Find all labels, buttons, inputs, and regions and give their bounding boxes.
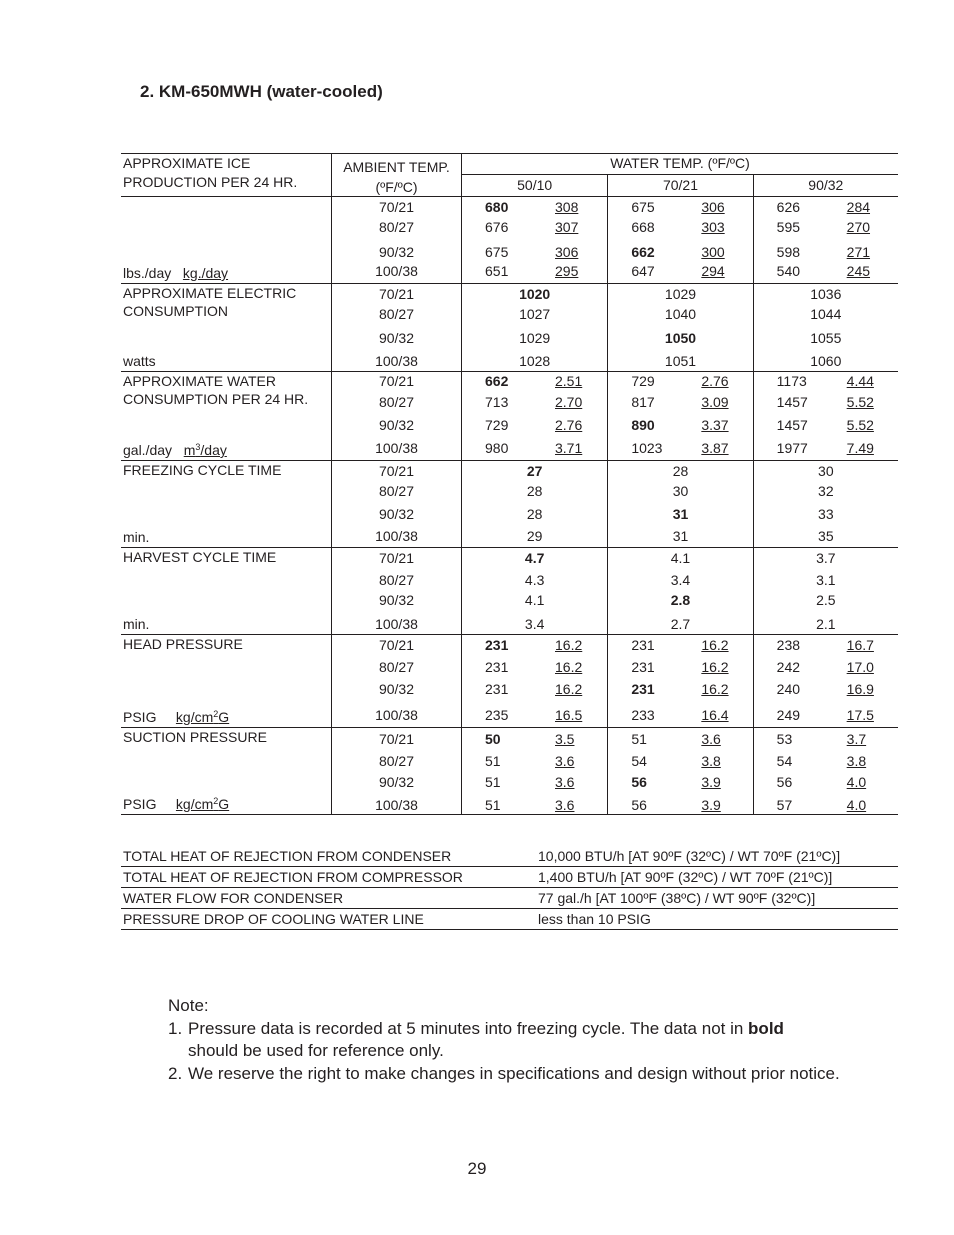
unit-text: gal./day	[123, 442, 173, 458]
spec-table	[121, 153, 898, 815]
value: 4.1	[670, 550, 691, 566]
unit-superscript: 2	[213, 796, 219, 806]
value-metric: 3.8	[846, 753, 867, 769]
value-english: 1023	[631, 440, 663, 456]
ambient-temp: 70/21	[378, 637, 415, 653]
freezing-values	[462, 461, 898, 547]
value-metric: 3.8	[701, 753, 721, 769]
harvest-water-col-0	[462, 548, 607, 634]
value-english: 890	[631, 417, 655, 433]
value: 3.4	[670, 572, 691, 588]
freezing-water-col-1	[607, 461, 752, 547]
ice-label-line2: PRODUCTION PER 24 HR.	[123, 174, 298, 190]
ambient-temp: 100/38	[375, 528, 418, 544]
ref-row	[121, 846, 898, 867]
water-section	[121, 372, 898, 461]
suction-values	[462, 728, 898, 814]
value-english: 676	[485, 219, 509, 235]
ambient-temp: 70/21	[378, 731, 415, 747]
note-2	[168, 1063, 868, 1086]
value-metric: 2.51	[555, 373, 583, 389]
freezing-label	[121, 461, 331, 547]
value-metric: 3.6	[555, 774, 575, 790]
suction-ambient-col	[331, 728, 462, 814]
head-section	[121, 635, 898, 728]
electric-label-line2: CONSUMPTION	[123, 303, 228, 319]
water-col-90: 90/32	[753, 175, 898, 196]
harvest-water-col-2	[753, 548, 898, 634]
page-number: 29	[467, 1159, 487, 1178]
value-metric: 2.76	[701, 373, 729, 389]
water-water-col-2	[753, 372, 898, 460]
water-temp-title: WATER TEMP. (ºF/ºC)	[462, 154, 898, 175]
value-metric: 5.52	[846, 417, 874, 433]
ambient-temp: 80/27	[378, 306, 415, 322]
value-english: 1457	[776, 417, 808, 433]
ambient-temp: 80/27	[378, 483, 415, 499]
value-metric: 16.7	[846, 637, 874, 653]
value-metric: 16.9	[846, 681, 874, 697]
value-english: 231	[631, 681, 655, 697]
ref-row	[121, 909, 898, 930]
value-english: 675	[485, 244, 509, 260]
water-temp-header	[462, 154, 898, 196]
ice-water-col-0	[462, 197, 607, 283]
unit-superscript: 2	[213, 709, 219, 719]
value-english: 729	[631, 373, 655, 389]
value: 3.1	[816, 572, 836, 588]
ambient-temp: 90/32	[378, 330, 415, 346]
electric-label	[121, 284, 331, 371]
ref-key: WATER FLOW FOR CONDENSER	[123, 890, 344, 906]
note-1-bold-word: bold	[748, 1018, 784, 1038]
value-metric: 16.2	[701, 681, 729, 697]
electric-values	[462, 284, 898, 371]
ambient-temp: 70/21	[378, 550, 415, 566]
unit-metric	[176, 709, 229, 725]
electric-water-col-1	[607, 284, 752, 371]
water-col-50: 50/10	[517, 177, 553, 193]
unit-text: min.	[123, 529, 150, 545]
water-label-line1: APPROXIMATE WATER	[123, 373, 276, 389]
value: 1028	[519, 353, 551, 369]
value-english: 729	[485, 417, 509, 433]
value-english: 540	[776, 263, 801, 279]
suction-section	[121, 728, 898, 815]
value-metric: 4.44	[846, 373, 874, 389]
value-english: 51	[631, 731, 647, 747]
ambient-temp: 80/27	[378, 219, 415, 235]
unit-metric-tail: G	[218, 709, 230, 725]
value-english: 231	[485, 681, 509, 697]
value-metric: 3.9	[701, 774, 721, 790]
head-label	[121, 635, 331, 727]
value-metric: 306	[555, 244, 579, 260]
note-1	[168, 1018, 868, 1063]
head-values	[462, 635, 898, 727]
note-2-number: 2.	[168, 1063, 183, 1083]
unit-metric	[184, 442, 227, 458]
ref-key: TOTAL HEAT OF REJECTION FROM CONDENSER	[123, 848, 452, 864]
suction-unit	[123, 795, 229, 813]
ambient-temp: 100/38	[375, 707, 418, 723]
unit-metric-tail: /day	[200, 442, 227, 458]
suction-label	[121, 728, 331, 814]
value-english: 54	[776, 753, 793, 769]
unit-metric-base: m	[183, 442, 196, 458]
value: 35	[818, 528, 834, 544]
electric-unit	[123, 352, 156, 370]
value: 29	[526, 528, 543, 544]
harvest-ambient-col	[331, 548, 462, 634]
unit-text: watts	[123, 353, 156, 369]
ambient-temp: 90/32	[378, 417, 415, 433]
value-english: 1457	[776, 394, 808, 410]
head-water-col-1	[607, 635, 752, 727]
value-metric: 3.09	[701, 394, 729, 410]
value-english: 231	[485, 637, 509, 653]
electric-section	[121, 284, 898, 372]
unit-text: lbs./day	[123, 265, 172, 281]
electric-label-line1: APPROXIMATE ELECTRIC	[123, 285, 297, 301]
ref-value: 10,000 BTU/h [AT 90ºF (32ºC) / WT 70ºF (21ºC)]	[538, 848, 841, 864]
value: 4.1	[524, 592, 545, 608]
value: 28	[526, 483, 543, 499]
ambient-temp: 100/38	[375, 353, 418, 369]
water-temp-columns	[462, 175, 898, 196]
note-1-text	[188, 1018, 784, 1063]
value: 33	[818, 506, 834, 522]
ice-water-col-2	[753, 197, 898, 283]
value-metric: 3.5	[555, 731, 575, 747]
water-label	[121, 372, 331, 460]
water-unit	[123, 441, 227, 459]
electric-water-col-2	[753, 284, 898, 371]
value: 1029	[664, 286, 697, 302]
unit-metric: kg./day	[182, 265, 229, 281]
note-1-number: 1.	[168, 1018, 183, 1038]
value: 1044	[810, 306, 842, 322]
value-metric: 16.2	[555, 637, 583, 653]
head-ambient-col	[331, 635, 462, 727]
value-english: 56	[776, 774, 793, 790]
suction-label-line1: SUCTION PRESSURE	[123, 729, 267, 745]
head-water-col-2	[753, 635, 898, 727]
value-english: 1173	[776, 373, 807, 389]
value: 1040	[664, 306, 697, 322]
value-metric: 2.76	[555, 417, 583, 433]
value-english: 54	[631, 753, 647, 769]
value: 1060	[810, 353, 842, 369]
value: 31	[672, 528, 689, 544]
value-metric: 16.4	[701, 707, 729, 723]
value-english: 51	[485, 753, 501, 769]
ice-label	[121, 197, 331, 283]
section-heading: 2. KM-650MWH (water-cooled)	[140, 82, 383, 101]
value-metric: 3.6	[555, 797, 575, 813]
value-english: 647	[631, 263, 655, 279]
unit-metric-base: kg/cm	[175, 796, 214, 812]
value: 1027	[519, 306, 551, 322]
value-english: 651	[485, 263, 509, 279]
value-metric: 4.0	[846, 774, 867, 790]
ref-value: less than 10 PSIG	[538, 911, 651, 927]
value: 3.4	[524, 616, 545, 632]
value-metric: 3.87	[701, 440, 729, 456]
unit-metric-base: kg/cm	[175, 709, 214, 725]
value-english: 231	[631, 659, 655, 675]
water-col-70: 70/21	[607, 175, 752, 196]
ice-unit	[123, 264, 228, 282]
unit-text: PSIG	[123, 796, 157, 812]
unit-text: PSIG	[123, 709, 157, 725]
ambient-temp: 80/27	[378, 394, 415, 410]
value: 2.5	[816, 592, 836, 608]
ambient-temp: 90/32	[378, 592, 415, 608]
value-english: 249	[776, 707, 801, 723]
notes	[168, 995, 868, 1085]
value: 2.7	[670, 616, 691, 632]
value-english: 231	[631, 637, 655, 653]
unit-superscript: 3	[195, 442, 201, 452]
value-english: 51	[485, 797, 501, 813]
ambient-temp: 80/27	[378, 753, 415, 769]
note-1-text-pre: Pressure data is recorded at 5 minutes into freezing cycle. The data not in	[188, 1018, 749, 1038]
ambient-temp: 100/38	[375, 440, 418, 456]
ambient-temp: 100/38	[375, 263, 418, 279]
ice-ambient-col	[331, 197, 462, 283]
ambient-temp: 70/21	[378, 373, 415, 389]
value-metric: 16.2	[701, 659, 729, 675]
freezing-label-line1: FREEZING CYCLE TIME	[123, 462, 282, 478]
ambient-temp: 70/21	[378, 286, 415, 302]
value-english: 980	[485, 440, 509, 456]
note-1-text-post: should be used for reference only.	[188, 1041, 444, 1060]
ice-section	[121, 197, 898, 284]
value-english: 662	[485, 373, 509, 389]
notes-title: Note:	[168, 996, 209, 1015]
value-metric: 7.49	[846, 440, 874, 456]
value: 1055	[810, 330, 842, 346]
value-english: 53	[776, 731, 793, 747]
electric-ambient-col	[331, 284, 462, 371]
value-english: 56	[631, 797, 647, 813]
water-label-line2: CONSUMPTION PER 24 HR.	[123, 391, 309, 407]
water-water-col-0	[462, 372, 607, 460]
harvest-label	[121, 548, 331, 634]
value-metric: 16.2	[701, 637, 729, 653]
value-metric: 300	[701, 244, 725, 260]
value-english: 238	[776, 637, 801, 653]
value-english: 240	[776, 681, 801, 697]
ambient-temp: 80/27	[378, 659, 415, 675]
ref-row	[121, 888, 898, 909]
value-english: 817	[631, 394, 655, 410]
value-metric: 3.6	[701, 731, 721, 747]
freezing-water-col-0	[462, 461, 607, 547]
ambient-header-line1: AMBIENT TEMP.	[343, 159, 450, 175]
harvest-values	[462, 548, 898, 634]
value-english: 595	[776, 219, 801, 235]
value: 2.1	[816, 616, 836, 632]
value-metric: 284	[846, 199, 871, 215]
value: 31	[672, 506, 689, 522]
value-english: 662	[631, 244, 655, 260]
value: 1051	[664, 353, 697, 369]
value-metric: 5.52	[846, 394, 874, 410]
ambient-temp-header	[331, 154, 462, 196]
note-2-text: We reserve the right to make changes in specifications and design without prior notice.	[188, 1063, 840, 1083]
value-metric: 17.5	[846, 707, 874, 723]
value-metric: 2.70	[555, 394, 583, 410]
value-english: 235	[485, 707, 509, 723]
water-water-col-1	[607, 372, 752, 460]
ice-values	[462, 197, 898, 283]
value-metric: 16.2	[555, 659, 583, 675]
value-metric: 16.5	[555, 707, 583, 723]
freezing-unit	[123, 528, 149, 546]
value: 4.7	[524, 550, 545, 566]
value: 27	[526, 463, 543, 479]
value-metric: 16.2	[555, 681, 583, 697]
unit-text: min.	[123, 616, 150, 632]
ambient-temp: 100/38	[375, 797, 418, 813]
value-metric: 295	[555, 263, 579, 279]
ref-key: TOTAL HEAT OF REJECTION FROM COMPRESSOR	[123, 869, 463, 885]
value: 28	[672, 463, 689, 479]
value-english: 233	[631, 707, 655, 723]
value: 1036	[810, 286, 842, 302]
value-metric: 308	[555, 199, 579, 215]
freezing-section	[121, 461, 898, 548]
unit-metric	[176, 796, 229, 812]
value-metric: 17.0	[846, 659, 874, 675]
ref-row	[121, 867, 898, 888]
harvest-water-col-1	[607, 548, 752, 634]
ambient-temp: 70/21	[378, 199, 415, 215]
suction-water-col-1	[607, 728, 752, 814]
suction-water-col-2	[753, 728, 898, 814]
value-english: 242	[776, 659, 801, 675]
ambient-temp: 70/21	[378, 463, 415, 479]
ambient-temp: 90/32	[378, 244, 415, 260]
value-english: 57	[776, 797, 793, 813]
value-metric: 294	[701, 263, 725, 279]
value-metric: 3.7	[846, 731, 867, 747]
value-metric: 4.0	[846, 797, 867, 813]
value-english: 713	[485, 394, 509, 410]
value-english: 675	[631, 199, 655, 215]
suction-water-col-0	[462, 728, 607, 814]
value: 3.7	[816, 550, 836, 566]
harvest-section	[121, 548, 898, 635]
value: 30	[672, 483, 689, 499]
value-english: 50	[485, 731, 501, 747]
value: 2.8	[670, 592, 691, 608]
value: 28	[526, 506, 543, 522]
harvest-unit	[123, 615, 149, 633]
ref-value: 1,400 BTU/h [AT 90ºF (32ºC) / WT 70ºF (21ºC)]	[538, 869, 833, 885]
value-english: 626	[776, 199, 801, 215]
reference-table	[121, 846, 898, 930]
value-metric: 245	[846, 263, 871, 279]
harvest-label-line1: HARVEST CYCLE TIME	[123, 549, 277, 565]
ice-production-label	[121, 154, 331, 196]
freezing-water-col-2	[753, 461, 898, 547]
value-metric: 271	[846, 244, 871, 260]
value: 1029	[519, 330, 551, 346]
value-metric: 3.71	[555, 440, 583, 456]
value-english: 680	[485, 199, 509, 215]
ref-key: PRESSURE DROP OF COOLING WATER LINE	[123, 911, 424, 927]
value: 1020	[519, 286, 551, 302]
ice-water-col-1	[607, 197, 752, 283]
ambient-temp: 90/32	[378, 681, 415, 697]
value-english: 231	[485, 659, 509, 675]
ambient-temp: 80/27	[378, 572, 415, 588]
value-english: 598	[776, 244, 801, 260]
ambient-temp: 90/32	[378, 774, 415, 790]
ambient-header-line2: (ºF/ºC)	[375, 179, 418, 195]
value-metric: 303	[701, 219, 725, 235]
value: 30	[818, 463, 834, 479]
value: 4.3	[524, 572, 545, 588]
value-english: 1977	[776, 440, 808, 456]
ambient-temp: 100/38	[375, 616, 418, 632]
value-english: 51	[485, 774, 501, 790]
value-metric: 3.9	[701, 797, 721, 813]
value-english: 56	[631, 774, 647, 790]
value: 32	[818, 483, 834, 499]
value-english: 668	[631, 219, 655, 235]
value-metric: 3.37	[701, 417, 729, 433]
water-values	[462, 372, 898, 460]
unit-metric-tail: G	[218, 796, 230, 812]
water-ambient-col	[331, 372, 462, 460]
value-metric: 307	[555, 219, 579, 235]
head-unit	[123, 708, 229, 726]
ref-value: 77 gal./h [AT 100ºF (38ºC) / WT 90ºF (32ºC)]	[538, 890, 816, 906]
value: 1050	[664, 330, 697, 346]
ice-label-line1: APPROXIMATE ICE	[123, 155, 251, 171]
head-label-line1: HEAD PRESSURE	[123, 636, 243, 652]
freezing-ambient-col	[331, 461, 462, 547]
electric-water-col-0	[462, 284, 607, 371]
value-metric: 3.6	[555, 753, 575, 769]
value-metric: 270	[846, 219, 871, 235]
value-metric: 306	[701, 199, 725, 215]
ambient-temp: 90/32	[378, 506, 415, 522]
head-water-col-0	[462, 635, 607, 727]
